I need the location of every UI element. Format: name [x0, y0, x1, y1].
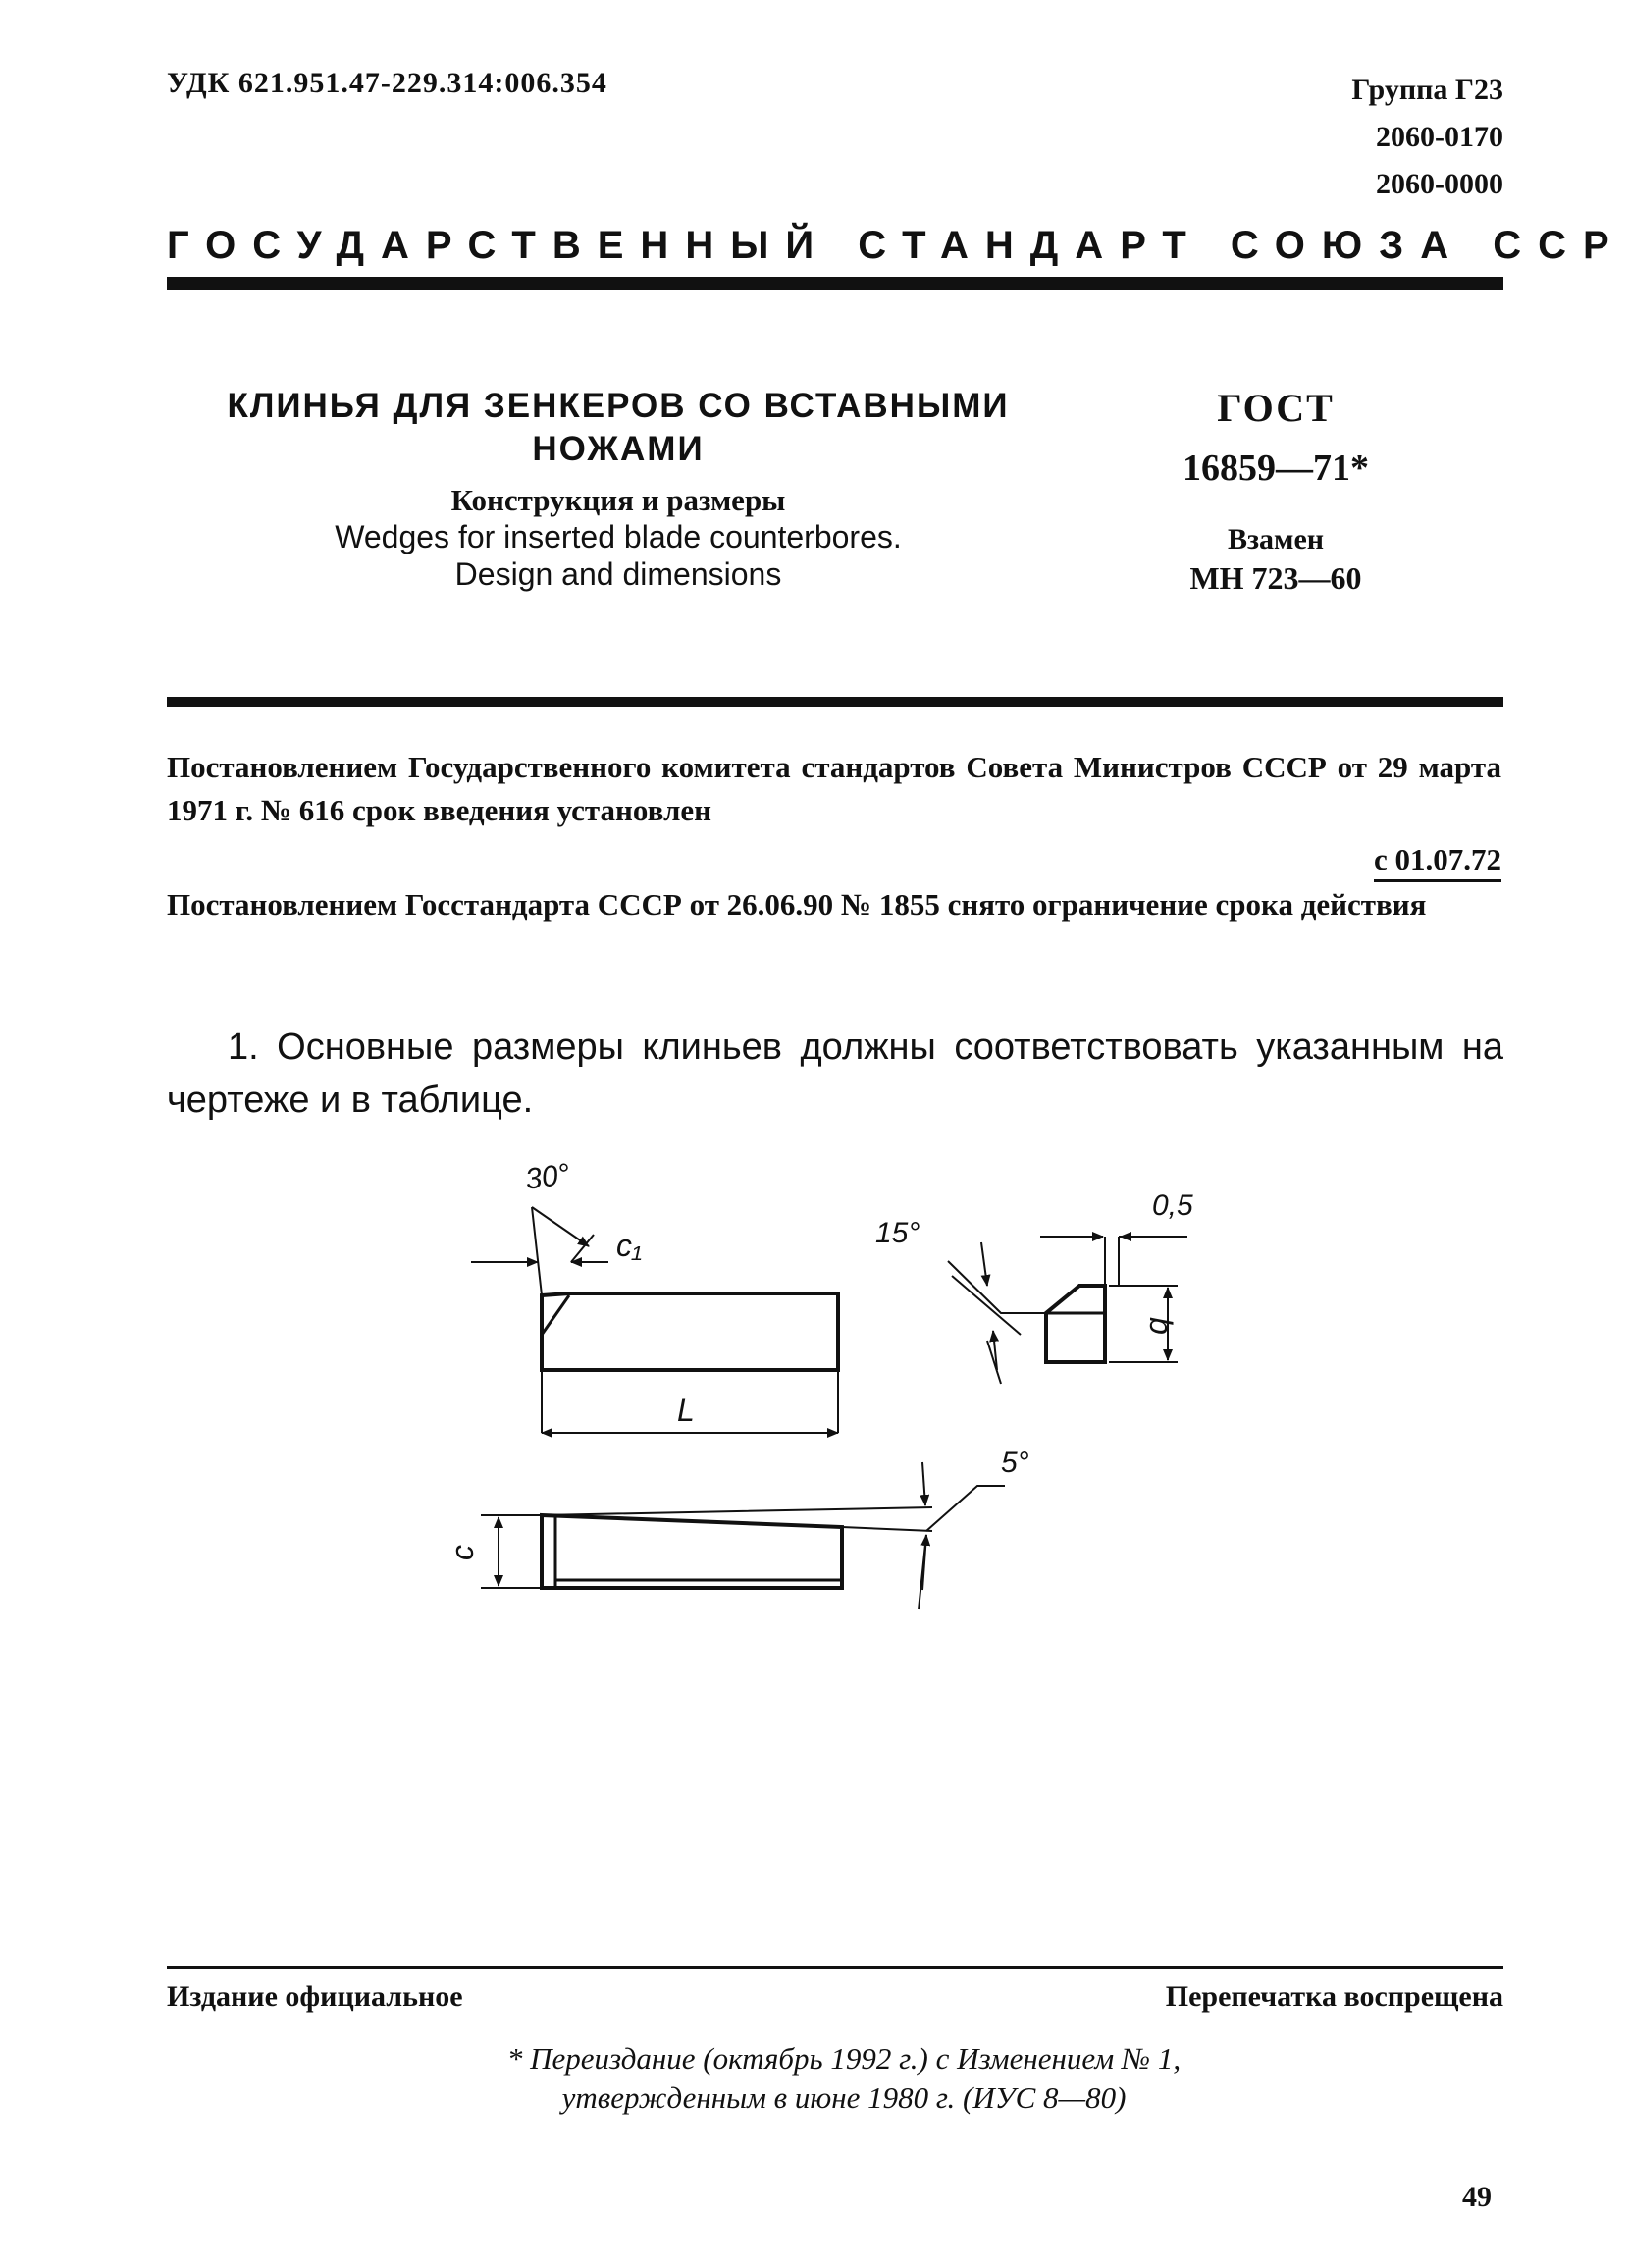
b-label: b	[1143, 1317, 1179, 1335]
footer-rule	[167, 1966, 1503, 1969]
reissue-line-1: * Переиздание (октябрь 1992 г.) с Изменением № 1,	[506, 2041, 1182, 2076]
group-label: Группа Г23	[1351, 74, 1503, 106]
paragraph-1	[167, 1021, 1503, 1127]
title-block	[177, 385, 1060, 593]
paragraph-1-text: 1. Основные размеры клиньев должны соответствовать указанным на чертеже и в таблице.	[167, 1027, 1503, 1121]
subtitle-en-1: Wedges for inserted blade counterbores.	[335, 519, 902, 554]
official-edition: Издание официальное	[167, 1980, 463, 2013]
top-view-outline	[542, 1293, 838, 1370]
classification-code-2: 2060-0000	[1376, 168, 1503, 200]
effective-date: с 01.07.72	[1374, 842, 1501, 882]
l-label: L	[677, 1393, 695, 1428]
wedge-drawing	[432, 1138, 1236, 1649]
front-view-outline	[542, 1515, 842, 1588]
replaces-label: Взамен	[1227, 523, 1325, 555]
subtitle-ru: Конструкция и размеры	[450, 483, 786, 517]
angle-5-label: 5°	[1001, 1447, 1029, 1479]
classification-code-1: 2060-0170	[1376, 121, 1503, 153]
gost-block	[1158, 385, 1393, 597]
title-rule	[167, 697, 1503, 707]
reissue-line-2: утвержденным в июне 1980 г. (ИУС 8—80)	[561, 2081, 1127, 2115]
dim-05-label: 0,5	[1152, 1189, 1193, 1222]
gost-label: ГОСТ	[1217, 386, 1335, 430]
udk-code: УДК 621.951.47-229.314:006.354	[167, 67, 607, 99]
c-label: c	[445, 1545, 480, 1560]
group-block	[1351, 67, 1503, 208]
side-view-outline	[1046, 1286, 1105, 1362]
c1-label: c₁	[616, 1228, 643, 1263]
title-line-1: КЛИНЬЯ ДЛЯ ЗЕНКЕРОВ СО ВСТАВНЫМИ	[227, 387, 1010, 425]
subtitle-en-2: Design and dimensions	[454, 556, 782, 592]
state-standard-banner: ГОСУДАРСТВЕННЫЙ СТАНДАРТ СОЮЗА ССР	[167, 224, 1626, 267]
decree-text-1: Постановлением Государственного комитета стандартов Совета Министров СССР от 29 марта 1971 г. № 616 срок введения установлен	[167, 750, 1501, 827]
angle-15-label: 15°	[875, 1217, 920, 1249]
title-line-2: НОЖАМИ	[532, 430, 705, 468]
angle-30-label: 30°	[523, 1157, 572, 1196]
gost-number: 16859—71*	[1182, 448, 1369, 489]
page-number: 49	[1462, 2181, 1492, 2213]
banner-rule	[167, 277, 1503, 290]
decree-text-2: Постановлением Госстандарта СССР от 26.06.90 № 1855 снято ограничение срока действия	[167, 887, 1427, 922]
reissue-note	[373, 2039, 1315, 2118]
reprint-prohibited: Перепечатка воспрещена	[1165, 1980, 1503, 2013]
replaces-value: МН 723—60	[1189, 560, 1362, 596]
